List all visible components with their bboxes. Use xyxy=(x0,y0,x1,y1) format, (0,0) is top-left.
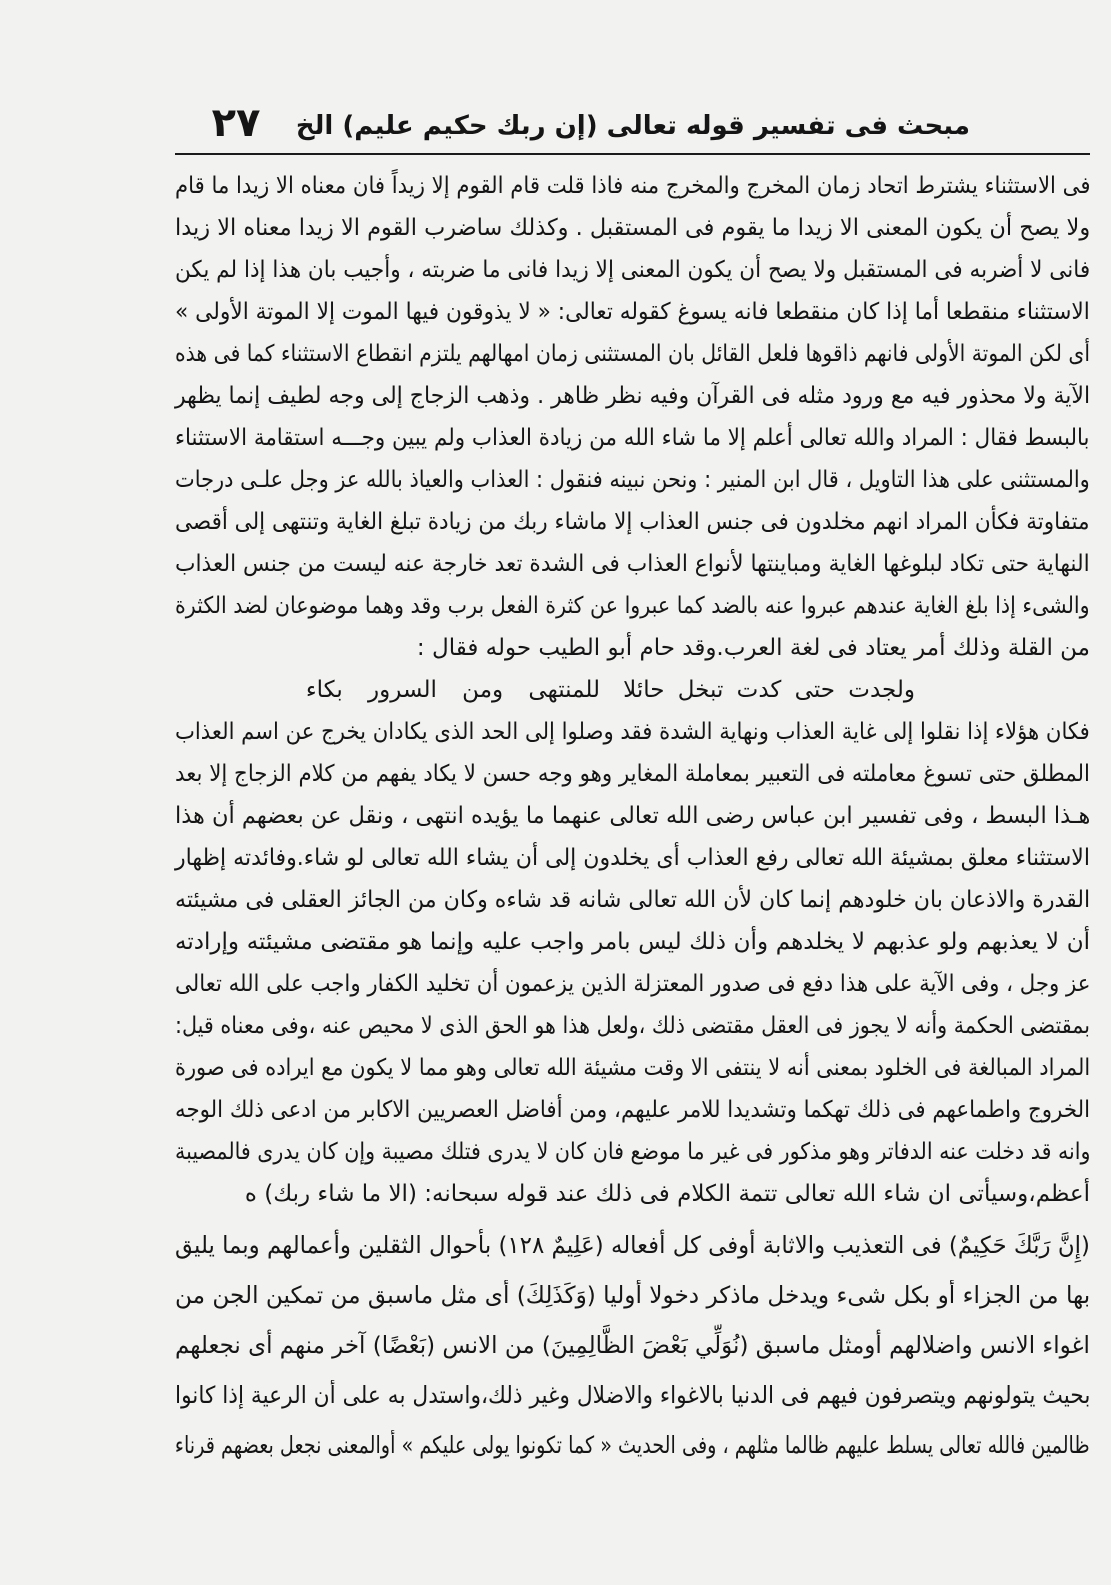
line-text: المراد المبالغة فى الخلود بمعنى أنه لا ينتفى الا وقت مشيئة الله تعالى وهو مما لا يكون مع ايراده فى صورة xyxy=(174,1055,1090,1081)
text-line xyxy=(175,501,1090,543)
line-text: القدرة والاذعان بان خلودهم إنما كان لأن الله تعالى شانه قد شاءه وكان من الجائز العقلى فى مشيئته xyxy=(174,887,1090,913)
main-text-block xyxy=(175,165,1090,1215)
text-line xyxy=(175,333,1090,375)
text-line xyxy=(175,459,1090,501)
line-text: الخروج واطماعهم فى ذلك تهكما وتشديدا للامر عليهم، ومن أفاضل العصريين الاكابر من ادعى ذلك الوجه xyxy=(174,1097,1090,1123)
line-text: المطلق حتى تسوغ معاملته فى التعبير بمعاملة المغاير وهو وجه حسن لا يكاد يفهم من كلام الزجاج إلا بعد xyxy=(175,761,1090,787)
text-line xyxy=(175,963,1090,1005)
line-text: هـذا البسط ، وفى تفسير ابن عباس رضى الله تعالى عنهما ما يؤيده انتهى ، ونقل عن بعضهم أن هذا xyxy=(174,803,1090,829)
page-number: ٢٧ xyxy=(211,100,261,146)
header-divider xyxy=(175,153,1090,155)
line-text: ولا يصح أن يكون المعنى الا زيدا ما يقوم فى المستقبل . وكذلك ساضرب القوم الا زيدا معناه الا زيدا xyxy=(174,215,1090,241)
line-text: الآية ولا محذور فيه مع ورود مثله فى القرآن وفيه نظر ظاهر . وذهب الزجاج إلى وجه لطيف إنما يظهر xyxy=(174,383,1090,409)
text-line xyxy=(175,1047,1090,1089)
text-line xyxy=(175,585,1090,627)
line-text: ظالمين فالله تعالى يسلط عليهم ظالما مثلهم ، وفى الحديث « كما تكونوا يولى عليكم » أوالمعنى نجعل بعضهم قرناء xyxy=(175,1431,1090,1459)
text-line xyxy=(175,711,1090,753)
text-line xyxy=(175,207,1090,249)
text-line xyxy=(175,921,1090,963)
text-line xyxy=(175,1131,1090,1173)
line-text: بالبسط فقال : المراد والله تعالى أعلم إلا ما شاء الله من زيادة العذاب ولم يبين وجـــه استقامة الاستثناء xyxy=(175,425,1090,451)
verse-second-hemistich: للمنتهى ومن السرور بكاء xyxy=(305,677,600,703)
text-line xyxy=(175,753,1090,795)
line-text: بمقتضى الحكمة وأنه لا يجوز فى العقل مقتضى ذلك ،ولعل هذا هو الحق الذى لا محيص عنه ،وفى معناه قيل: xyxy=(175,1013,1090,1039)
text-line xyxy=(175,1270,1090,1320)
verse-first-hemistich: ولجدت حتى كدت تبخل حائلا xyxy=(623,677,915,703)
text-line xyxy=(175,1370,1090,1420)
text-line xyxy=(175,1420,1090,1470)
text-line xyxy=(175,165,1090,207)
commentary-block xyxy=(175,1220,1090,1470)
running-header-title: مبحث فى تفسير قوله تعالى (إن ربك حكيم عليم) الخ xyxy=(295,111,970,141)
line-text: أعظم،وسيأتى ان شاء الله تعالى تتمة الكلام فى ذلك عند قوله سبحانه: (الا ما شاء ربك) ه xyxy=(244,1181,1090,1207)
text-line xyxy=(175,879,1090,921)
text-line xyxy=(175,1320,1090,1370)
text-line xyxy=(175,543,1090,585)
text-line xyxy=(175,837,1090,879)
line-text: (إِنَّ رَبَّكَ حَكِيمٌ) فى التعذيب والاثابة أوفى كل أفعاله (عَلِيمٌ ١٢٨) بأحوال الثقلين وأعمالهم وبما يليق xyxy=(175,1231,1090,1259)
text-line xyxy=(175,291,1090,333)
poetry-verse xyxy=(175,669,1090,711)
line-text: أن لا يعذبهم ولو عذبهم لا يخلدهم وأن ذلك ليس بامر واجب عليه وإنما هو مقتضى مشيئته وإرادته xyxy=(175,929,1090,955)
line-text: الاستثناء منقطعا أما إذا كان منقطعا فانه يسوغ كقوله تعالى: « لا يذوقون فيها الموت إلا الموتة الأولى » xyxy=(175,299,1090,325)
paragraph-end-line xyxy=(175,1173,1090,1215)
line-text: فى الاستثناء يشترط اتحاد زمان المخرج والمخرج منه فاذا قلت قام القوم إلا زيداً فان معناه الا زيدا ما قام xyxy=(174,173,1090,199)
line-text: النهاية حتى تكاد لبلوغها الغاية ومباينتها لأنواع العذاب فى الشدة تعد خارجة عنه ليست من جنس العذاب xyxy=(175,551,1090,577)
line-text: وانه قد دخلت عنه الدفاتر وهو مذكور فى غير ما موضع فان كان لا يدرى فتلك مصيبة وإن كان يدرى فالمصيبة xyxy=(174,1139,1090,1165)
line-text: والشىء إذا بلغ الغاية عندهم عبروا عنه بالضد كما عبروا عن كثرة الفعل برب وقد وهما موضوعان لضد الكثرة xyxy=(175,593,1090,619)
text-line xyxy=(175,375,1090,417)
line-text: بحيث يتولونهم ويتصرفون فيهم فى الدنيا بالاغواء والاضلال وغير ذلك،واستدل به على أن الرعية إذا كانوا xyxy=(174,1381,1090,1409)
line-text: عز وجل ، وفى الآية على هذا دفع فى صدور المعتزلة الذين يزعمون أن تخليد الكفار واجب على الله تعالى xyxy=(174,971,1090,997)
text-line xyxy=(175,249,1090,291)
text-line xyxy=(175,1005,1090,1047)
line-text: أى لكن الموتة الأولى فانهم ذاقوها فلعل القائل بان المستثنى زمان امهالهم يلتزم انقطاع الاستثناء كما فى هذه xyxy=(174,341,1090,367)
text-line xyxy=(175,417,1090,459)
text-line xyxy=(175,1089,1090,1131)
line-text: اغواء الانس واضلالهم أومثل ماسبق (نُوَلِّي بَعْضَ الظَّالِمِينَ) من الانس (بَعْضًا) آخر منهم أى نجعلهم xyxy=(175,1331,1090,1359)
line-text: فكان هؤلاء إذا نقلوا إلى غاية العذاب ونهاية الشدة فقد وصلوا إلى الحد الذى يكادان يخرج عن اسم العذاب xyxy=(175,719,1090,745)
line-text: الاستثناء معلق بمشيئة الله تعالى رفع العذاب أى يخلدون إلى أن يشاء الله تعالى لو شاء.وفائدته إظهار xyxy=(175,845,1090,871)
line-text: متفاوتة فكأن المراد انهم مخلدون فى جنس العذاب إلا ماشاء ربك من زيادة تبلغ الغاية وتنتهى إلى أقصى xyxy=(175,509,1090,535)
paragraph-end-line xyxy=(175,627,1090,669)
text-line xyxy=(175,795,1090,837)
line-text: فانى لا أضربه فى المستقبل ولا يصح أن يكون المعنى إلا زيدا فانى ما ضربته ، وأجيب بان هذا إذا لم يكن xyxy=(174,257,1090,283)
text-line xyxy=(175,1220,1090,1270)
line-text: والمستثنى على هذا التاويل ، قال ابن المنير : ونحن نبينه فنقول : العذاب والعياذ بالله عز وجل علـى درجات xyxy=(175,467,1090,493)
line-text: بها من الجزاء أو بكل شىء ويدخل ماذكر دخولا أوليا (وَكَذَلِكَ) أى مثل ماسبق من تمكين الجن من xyxy=(174,1281,1090,1309)
line-text: من القلة وذلك أمر يعتاد فى لغة العرب.وقد حام أبو الطيب حوله فقال : xyxy=(416,635,1090,661)
